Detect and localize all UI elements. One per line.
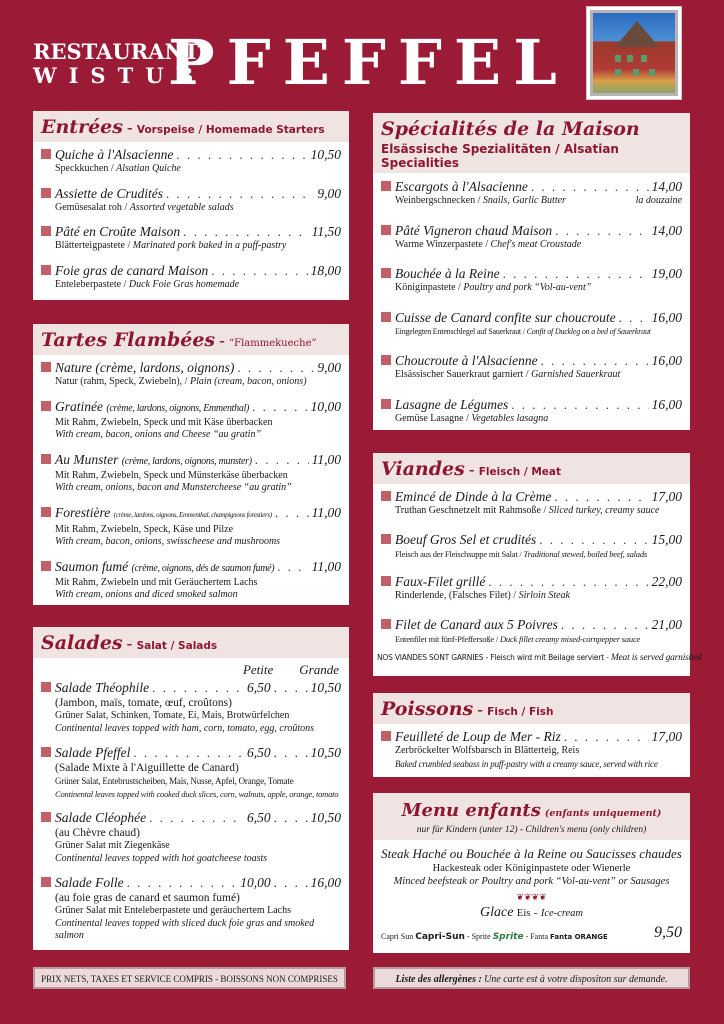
menu-item: Faux-Filet grillé . . . 22,00 Rinderlende, (Falsches Filet) / Sirloin Steak <box>381 573 682 603</box>
fanta-logo: Fanta ORANGE <box>550 933 608 941</box>
bullet-icon <box>381 534 391 544</box>
section-subtitle: Vorspeise / Homemade Starters <box>136 124 325 136</box>
section-tartes-flambees <box>33 324 349 605</box>
bullet-icon <box>41 362 51 372</box>
restaurant-label: RESTAURANT <box>33 39 200 64</box>
section-header <box>373 113 690 173</box>
bullet-icon <box>41 401 51 411</box>
menu-item: Salade Cléophée . . . 6,50 . . . 10,50 (au Chèvre chaud) Grüner Salat mit Ziegenkäse Continental leaves topped with hot goatcheese toasts <box>41 809 341 865</box>
menu-item: Saumon fumé (crème, oignons, dés de saumon fumé) . . . 11,00 Mit Rahm, Zwiebeln und mit Geräuchertem Lachs With cream, onions and diced smoked salmon <box>41 558 341 602</box>
menu-item: Quiche à l'Alsacienne . . . 10,50 Speckkuchen / Alsatian Quiche <box>41 146 341 176</box>
bullet-icon <box>41 747 51 757</box>
restaurant-photo <box>586 6 682 100</box>
bullet-icon <box>41 682 51 692</box>
price-large: 10,50 <box>310 680 341 695</box>
bullet-icon <box>41 454 51 464</box>
price: 10,00 <box>310 398 341 414</box>
section-title: Poissons <box>381 698 474 720</box>
price: 18,00 <box>310 262 341 278</box>
price: 9,50 <box>654 924 682 941</box>
price-small: 6,50 <box>247 680 271 695</box>
price: 17,00 <box>651 729 682 744</box>
bullet-icon <box>381 312 391 322</box>
menu-item: Lasagne de Légumes . . . 16,00 Gemüse Lasagne / Vegetables lasagna <box>381 396 682 426</box>
price: 16,00 <box>651 353 682 368</box>
price: 11,00 <box>311 504 341 520</box>
menu-item: Forestière (crème, lardons, oignons, Emmenthal, champignons forestiers) . . . 11,00 Mit Rahm, Zwiebeln, Speck, Käse und Pilze With cream, bacon, onions, swisscheese and mushrooms <box>41 504 341 549</box>
section-header: Tartes Flambées - “Flammekueche” <box>33 324 349 355</box>
price: 14,00 <box>651 222 682 238</box>
ornament-icon: ❦❦❦❦ <box>516 892 547 902</box>
bullet-icon <box>41 265 51 275</box>
menu-item: Salade Pfeffel . . . 6,50 . . . 10,50 (Salade Mixte à l'Aiguillette de Canard) Grüner Salat, Entebrustscheiben, Maïs, Nusse, Apfel, Orange, Tomate Continental leaves topped with cooked duck slices, corn, walnuts, apple, orange, tomato <box>41 744 341 800</box>
dessert-line: Glace Eis - Ice-cream <box>479 905 584 920</box>
price: 16,00 <box>651 309 682 325</box>
section-viandes <box>373 453 702 676</box>
section-title: Spécialités de la Maison <box>381 118 640 140</box>
price: 19,00 <box>651 266 682 281</box>
kids-menu-body: Steak Haché ou Bouchée à la Reine ou Saucisses chaudes Hackesteak oder Königinpastete oder Wienerle Minced beefsteak or Poultry and pork “Vol-au-vent” or Sausages ❦❦❦❦ Glace Eis - Ice-cream Capri Sun Capri-Sun - Sprite Sprite - Fanta Fanta ORANGE 9,50 <box>381 846 682 942</box>
building-painting-image <box>590 10 678 96</box>
bullet-icon <box>381 619 391 629</box>
wistub-label: WISTUB <box>33 63 206 88</box>
bullet-icon <box>381 576 391 586</box>
price-small: 6,50 <box>247 745 271 760</box>
menu-header <box>0 0 724 110</box>
menu-item: Gratinée (crème, lardons, oignons, Emmenthal) . . . 10,00 Mit Rahm, Zwiebeln, Speck und mit Käse überbacken With cream, bacon, onions and Cheese “au gratin” <box>41 398 341 442</box>
price: 11,50 <box>311 224 341 239</box>
bullet-icon <box>381 355 391 365</box>
section-salades <box>33 627 349 950</box>
section-title: Tartes Flambées <box>41 329 216 351</box>
price: 22,00 <box>651 574 682 589</box>
section-header: Entrées - Vorspeise / Homemade Starters <box>33 111 349 142</box>
allergens-note: Liste des allergènes : Une carte est à votre dispositon sur demande. <box>373 967 690 989</box>
bullet-icon <box>41 877 51 887</box>
menu-item: Boeuf Gros Sel et crudités . . . 15,00 Fleisch aus der Fleischsuppe mit Salat / Traditional stewed, boiled beef, salads <box>381 531 682 561</box>
section-subtitle: Fisch / Fish <box>487 706 554 718</box>
prices-note: PRIX NETS, TAXES ET SERVICE COMPRIS - BOISSONS NON COMPRISES <box>33 967 346 989</box>
section-title: Salades <box>41 632 123 654</box>
bullet-icon <box>41 812 51 822</box>
price: 10,50 <box>310 147 341 162</box>
section-title: Menu enfants <box>401 800 541 821</box>
menu-item: Cuisse de Canard confite sur choucroute . . . 16,00 Eingelegten Entenschlegel auf Sauerkraut / Confit of Duckleg on a bed of Sauerkraut <box>381 309 682 339</box>
menu-item: Emincé de Dinde à la Crème . . . 17,00 Truthan Geschnetzelt mit Rahmsoße / Sliced turkey, creamy sauce <box>381 488 682 518</box>
bullet-icon <box>381 399 391 409</box>
menu-item: Assiette de Crudités . . . 9,00 Gemüsesalat roh / Assorted vegetable salads <box>41 185 341 215</box>
bullet-icon <box>381 268 391 278</box>
section-subtitle: Fleisch / Meat <box>478 466 562 478</box>
price-small: 6,50 <box>247 810 271 825</box>
bullet-icon <box>41 507 51 517</box>
price-large: 10,50 <box>310 745 341 760</box>
price: 21,00 <box>651 616 682 632</box>
price-small: 10,00 <box>240 875 271 890</box>
menu-item: Bouchée à la Reine . . . 19,00 Königinpastete / Poultry and pork “Vol-au-vent” <box>381 265 682 295</box>
menu-item: Escargots à l'Alsacienne . . . 14,00 Weinbergschnecken / Snails, Garlic Butter la douzaine <box>381 178 682 208</box>
price-note: la douzaine <box>635 195 682 206</box>
menu-item: Nature (crème, lardons, oignons) . . . 9,00 Natur (rahm, Speck, Zwiebeln), / Plain (cream, bacon, onions) <box>41 359 341 389</box>
menu-item: Filet de Canard aux 5 Poivres . . . 21,00 Entenfilet mit fünf-Pfeffersoße / Duck fillet creamy mixed-cornpepper sauce <box>381 616 682 646</box>
menu-item: Pâté en Croûte Maison . . . 11,50 Blätterteigpastete / Marinated pork baked in a puff-pastry <box>41 223 341 253</box>
section-subtitle: Elsässische Spezialitäten / Alsatian Specialities <box>381 142 619 170</box>
section-entrees <box>33 111 349 300</box>
size-headers: Petite Grande <box>242 662 339 677</box>
bullet-icon <box>41 561 51 571</box>
price: 17,00 <box>651 489 682 504</box>
menu-item: Salade Théophile . . . 6,50 . . . 10,50 (Jambon, maïs, tomate, œuf, croûtons) Grüner Salat, Schinken, Tomate, Ei, Mais, Brotwürfelchen Continental leaves topped with ham, corn, tomato, egg, croûtons <box>41 679 341 735</box>
restaurant-name: PFEFFEL <box>168 26 569 99</box>
section-title: Viandes <box>381 458 465 480</box>
section-menu-enfants <box>373 793 690 953</box>
price-large: 10,50 <box>310 810 341 825</box>
price-large: 16,00 <box>310 875 341 890</box>
sprite-logo: Sprite <box>492 932 524 942</box>
menu-item: Choucroute à l'Alsacienne . . . 16,00 Elsässischer Sauerkraut garniert / Garnished Sauerkraut <box>381 352 682 382</box>
price: 11,00 <box>311 558 341 574</box>
section-header: Viandes - Fleisch / Meat <box>373 453 690 484</box>
bullet-icon <box>381 731 391 741</box>
bullet-icon <box>41 226 51 236</box>
menu-item: Foie gras de canard Maison . . . 18,00 Enteleberpastete / Duck Foie Gras homemade <box>41 262 341 292</box>
menu-item: Salade Folle . . . 10,00 . . . 16,00 (au foie gras de canard et saumon fumé) Grüner Salat mit Enteleberpastete und geräuchertem Lachs Continental leaves topped with sliced duck foie gras and smoked salmon <box>41 874 341 943</box>
menu-item: Au Munster (crème, lardons, oignons, munster) . . . 11,00 Mit Rahm, Zwiebeln, Speck und Münsterkäse überbacken With cream, onions, bacon and Munstercheese “au gratin” <box>41 451 341 495</box>
section-subtitle: nur für Kindern (unter 12) - Children's menu (only children) <box>416 825 647 835</box>
section-specialites <box>373 113 690 430</box>
section-poissons <box>373 693 690 777</box>
section-header: Salades - Salat / Salads <box>33 627 349 658</box>
price: 9,00 <box>317 360 341 375</box>
bullet-icon <box>41 188 51 198</box>
menu-item: Feuilleté de Loup de Mer - Riz . . . 17,00 Zerbröckelter Wolfsbarsch in Blätterteig, Reis Baked crumbled seabass in puff-pastry with a creamy sauce, served with rice <box>381 728 682 770</box>
section-header <box>373 793 690 840</box>
price: 14,00 <box>651 179 682 194</box>
menu-item: Pâté Vigneron chaud Maison . . . 14,00 Warme Winzerpastete / Chef's meat Croustade <box>381 222 682 252</box>
section-tag: (enfants uniquement) <box>544 808 662 819</box>
section-title: Entrées <box>41 116 123 138</box>
bullet-icon <box>381 225 391 235</box>
price: 16,00 <box>651 396 682 412</box>
section-subtitle: Salat / Salads <box>136 640 218 652</box>
bullet-icon <box>381 181 391 191</box>
bullet-icon <box>381 491 391 501</box>
section-subtitle: “Flammekueche” <box>229 338 317 349</box>
garnish-note: NOS VIANDES SONT GARNIES - Fleisch wird mit Beilage serviert - Meat is served garnished <box>377 653 702 663</box>
price: 15,00 <box>651 531 682 547</box>
price: 9,00 <box>317 185 341 201</box>
drinks-list: Capri Sun Capri-Sun - Sprite Sprite - Fanta Fanta ORANGE <box>381 932 608 942</box>
capri-sun-logo: Capri-Sun <box>415 932 465 942</box>
bullet-icon <box>41 149 51 159</box>
price: 11,00 <box>311 451 341 467</box>
section-header: Poissons - Fisch / Fish <box>373 693 690 724</box>
